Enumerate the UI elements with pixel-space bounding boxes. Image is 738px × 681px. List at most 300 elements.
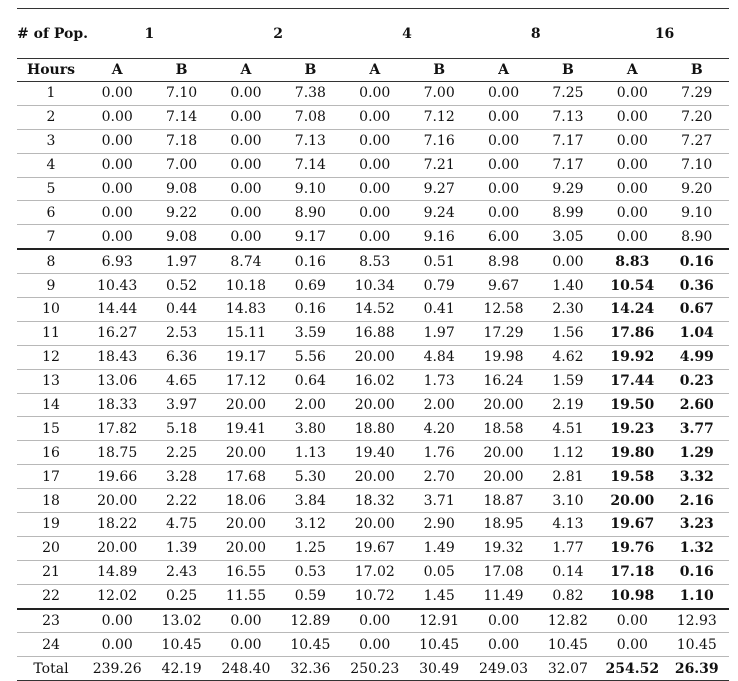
- hour-cell: 10: [17, 298, 85, 322]
- value-cell: 2.16: [665, 489, 729, 513]
- value-cell: 7.18: [149, 129, 213, 153]
- value-cell: 10.45: [407, 633, 471, 657]
- value-cell: 1.10: [665, 584, 729, 608]
- value-cell: 3.80: [278, 417, 342, 441]
- value-cell: 18.32: [343, 489, 407, 513]
- value-cell: 7.17: [536, 129, 600, 153]
- table-row: [17, 417, 729, 441]
- value-cell: 10.72: [343, 584, 407, 608]
- value-cell: 2.60: [665, 393, 729, 417]
- value-cell: 0.00: [471, 609, 535, 633]
- table-row: [17, 489, 729, 513]
- value-cell: 7.21: [407, 153, 471, 177]
- value-cell: 8.74: [214, 249, 278, 273]
- value-cell: 2.19: [536, 393, 600, 417]
- value-cell: 0.69: [278, 274, 342, 298]
- value-cell: 2.25: [149, 441, 213, 465]
- value-cell: 18.22: [85, 513, 149, 537]
- pop-header-16: 16: [654, 25, 675, 42]
- value-cell: 17.18: [600, 560, 664, 584]
- value-cell: 0.41: [407, 298, 471, 322]
- value-cell: 0.00: [471, 153, 535, 177]
- value-cell: 17.86: [600, 321, 664, 345]
- value-cell: 0.00: [85, 177, 149, 201]
- value-cell: 0.00: [471, 105, 535, 129]
- hour-cell: 4: [17, 153, 85, 177]
- value-cell: 250.23: [343, 657, 407, 681]
- value-cell: 16.24: [471, 369, 535, 393]
- value-cell: 10.45: [665, 633, 729, 657]
- value-cell: 15.11: [214, 321, 278, 345]
- hour-cell: 18: [17, 489, 85, 513]
- value-cell: 13.06: [85, 369, 149, 393]
- value-cell: 0.44: [149, 298, 213, 322]
- sub-header-a: A: [600, 59, 664, 82]
- value-cell: 2.00: [278, 393, 342, 417]
- value-cell: 9.10: [278, 177, 342, 201]
- value-cell: 17.12: [214, 369, 278, 393]
- value-cell: 12.93: [665, 609, 729, 633]
- value-cell: 20.00: [600, 489, 664, 513]
- value-cell: 32.36: [278, 657, 342, 681]
- value-cell: 18.75: [85, 441, 149, 465]
- value-cell: 9.16: [407, 225, 471, 249]
- hour-cell: 6: [17, 201, 85, 225]
- value-cell: 10.45: [278, 633, 342, 657]
- value-cell: 0.05: [407, 560, 471, 584]
- value-cell: 20.00: [343, 513, 407, 537]
- hour-cell: 7: [17, 225, 85, 249]
- value-cell: 8.90: [665, 225, 729, 249]
- value-cell: 0.00: [343, 609, 407, 633]
- value-cell: 18.87: [471, 489, 535, 513]
- value-cell: 0.00: [85, 82, 149, 106]
- value-cell: 19.23: [600, 417, 664, 441]
- value-cell: 7.38: [278, 82, 342, 106]
- value-cell: 8.99: [536, 201, 600, 225]
- value-cell: 0.00: [214, 609, 278, 633]
- value-cell: 0.64: [278, 369, 342, 393]
- value-cell: 19.41: [214, 417, 278, 441]
- value-cell: 0.00: [600, 153, 664, 177]
- table-row: [17, 225, 729, 249]
- value-cell: 20.00: [85, 489, 149, 513]
- table-row: [17, 249, 729, 273]
- value-cell: 0.00: [343, 105, 407, 129]
- value-cell: 17.02: [343, 560, 407, 584]
- value-cell: 10.54: [600, 274, 664, 298]
- value-cell: 254.52: [600, 657, 664, 681]
- value-cell: 0.00: [471, 201, 535, 225]
- table-row: [17, 298, 729, 322]
- table-row: [17, 513, 729, 537]
- table-body: [17, 82, 729, 681]
- value-cell: 0.25: [149, 584, 213, 608]
- value-cell: 3.05: [536, 225, 600, 249]
- value-cell: 249.03: [471, 657, 535, 681]
- value-cell: 0.00: [471, 82, 535, 106]
- value-cell: 9.67: [471, 274, 535, 298]
- table-row: [17, 321, 729, 345]
- value-cell: 2.53: [149, 321, 213, 345]
- value-cell: 11.55: [214, 584, 278, 608]
- value-cell: 1.77: [536, 536, 600, 560]
- value-cell: 6.00: [471, 225, 535, 249]
- table-row: [17, 82, 729, 106]
- value-cell: 19.67: [600, 513, 664, 537]
- value-cell: 0.16: [665, 560, 729, 584]
- table-row: [17, 536, 729, 560]
- value-cell: 0.59: [278, 584, 342, 608]
- value-cell: 0.00: [214, 177, 278, 201]
- value-cell: 19.92: [600, 345, 664, 369]
- value-cell: 7.14: [149, 105, 213, 129]
- value-cell: 18.06: [214, 489, 278, 513]
- value-cell: 10.98: [600, 584, 664, 608]
- value-cell: 12.82: [536, 609, 600, 633]
- value-cell: 0.00: [343, 129, 407, 153]
- value-cell: 7.10: [149, 82, 213, 106]
- hour-cell: 22: [17, 584, 85, 608]
- value-cell: 0.00: [536, 249, 600, 273]
- value-cell: 12.91: [407, 609, 471, 633]
- value-cell: 32.07: [536, 657, 600, 681]
- hour-cell: 8: [17, 249, 85, 273]
- sub-header-a: A: [343, 59, 407, 82]
- value-cell: 8.98: [471, 249, 535, 273]
- value-cell: 3.28: [149, 465, 213, 489]
- pop-count-label: [17, 9, 88, 59]
- value-cell: 20.00: [214, 441, 278, 465]
- value-cell: 0.00: [214, 225, 278, 249]
- table-row: [17, 393, 729, 417]
- value-cell: 0.00: [343, 82, 407, 106]
- hour-cell: 5: [17, 177, 85, 201]
- table-row: [17, 441, 729, 465]
- table-row: [17, 584, 729, 608]
- value-cell: 7.12: [407, 105, 471, 129]
- value-cell: 20.00: [214, 513, 278, 537]
- value-cell: 7.14: [278, 153, 342, 177]
- table-row: [17, 129, 729, 153]
- table-row: [17, 274, 729, 298]
- value-cell: 0.00: [85, 609, 149, 633]
- value-cell: 16.27: [85, 321, 149, 345]
- value-cell: 0.00: [600, 201, 664, 225]
- table-row: [17, 657, 729, 681]
- value-cell: 12.02: [85, 584, 149, 608]
- hour-cell: 9: [17, 274, 85, 298]
- pop-header-8: 8: [530, 25, 541, 42]
- value-cell: 0.00: [85, 225, 149, 249]
- value-cell: 0.00: [343, 225, 407, 249]
- value-cell: 11.49: [471, 584, 535, 608]
- value-cell: 17.08: [471, 560, 535, 584]
- value-cell: 0.53: [278, 560, 342, 584]
- sub-header-a: A: [214, 59, 278, 82]
- sub-header-b: B: [665, 59, 729, 82]
- value-cell: 19.50: [600, 393, 664, 417]
- sub-header-a: A: [85, 59, 149, 82]
- value-cell: 4.62: [536, 345, 600, 369]
- value-cell: 20.00: [343, 393, 407, 417]
- value-cell: 0.00: [214, 633, 278, 657]
- value-cell: 2.43: [149, 560, 213, 584]
- value-cell: 0.00: [85, 129, 149, 153]
- value-cell: 0.23: [665, 369, 729, 393]
- value-cell: 13.02: [149, 609, 213, 633]
- hour-cell: 3: [17, 129, 85, 153]
- value-cell: 7.29: [665, 82, 729, 106]
- value-cell: 0.00: [600, 82, 664, 106]
- value-cell: 1.25: [278, 536, 342, 560]
- value-cell: 1.49: [407, 536, 471, 560]
- sub-header-row: [17, 59, 729, 82]
- hour-cell: 15: [17, 417, 85, 441]
- value-cell: 0.00: [600, 225, 664, 249]
- value-cell: 17.68: [214, 465, 278, 489]
- value-cell: 1.40: [536, 274, 600, 298]
- value-cell: 0.00: [214, 201, 278, 225]
- population-header-row: [17, 9, 729, 59]
- value-cell: 1.32: [665, 536, 729, 560]
- value-cell: 239.26: [85, 657, 149, 681]
- value-cell: 0.00: [471, 633, 535, 657]
- value-cell: 0.52: [149, 274, 213, 298]
- value-cell: 0.00: [214, 105, 278, 129]
- value-cell: 0.00: [214, 82, 278, 106]
- value-cell: 10.45: [149, 633, 213, 657]
- value-cell: 26.39: [665, 657, 729, 681]
- value-cell: 7.13: [536, 105, 600, 129]
- hour-cell: 11: [17, 321, 85, 345]
- value-cell: 17.44: [600, 369, 664, 393]
- value-cell: 8.90: [278, 201, 342, 225]
- value-cell: 9.08: [149, 177, 213, 201]
- value-cell: 9.24: [407, 201, 471, 225]
- value-cell: 19.80: [600, 441, 664, 465]
- value-cell: 20.00: [343, 345, 407, 369]
- value-cell: 3.59: [278, 321, 342, 345]
- table-row: [17, 153, 729, 177]
- table-row: [17, 560, 729, 584]
- value-cell: 6.36: [149, 345, 213, 369]
- value-cell: 17.29: [471, 321, 535, 345]
- value-cell: 1.59: [536, 369, 600, 393]
- value-cell: 20.00: [214, 393, 278, 417]
- table-row: [17, 633, 729, 657]
- table-row: [17, 465, 729, 489]
- value-cell: 20.00: [343, 465, 407, 489]
- value-cell: 0.00: [85, 201, 149, 225]
- value-cell: 8.53: [343, 249, 407, 273]
- value-cell: 1.39: [149, 536, 213, 560]
- value-cell: 0.00: [600, 177, 664, 201]
- value-cell: 19.66: [85, 465, 149, 489]
- value-cell: 20.00: [471, 393, 535, 417]
- table-row: [17, 369, 729, 393]
- hour-cell: 12: [17, 345, 85, 369]
- value-cell: 7.10: [665, 153, 729, 177]
- value-cell: 6.93: [85, 249, 149, 273]
- value-cell: 14.44: [85, 298, 149, 322]
- value-cell: 3.32: [665, 465, 729, 489]
- value-cell: 17.82: [85, 417, 149, 441]
- value-cell: 2.70: [407, 465, 471, 489]
- value-cell: 16.88: [343, 321, 407, 345]
- value-cell: 0.36: [665, 274, 729, 298]
- population-hours-table: [17, 8, 729, 681]
- value-cell: 0.00: [600, 609, 664, 633]
- value-cell: 0.67: [665, 298, 729, 322]
- value-cell: 20.00: [471, 441, 535, 465]
- value-cell: 2.30: [536, 298, 600, 322]
- table-row: [17, 345, 729, 369]
- value-cell: 1.13: [278, 441, 342, 465]
- hour-cell: 13: [17, 369, 85, 393]
- pop-header-1: 1: [144, 25, 155, 42]
- value-cell: 7.08: [278, 105, 342, 129]
- value-cell: 12.89: [278, 609, 342, 633]
- value-cell: 4.75: [149, 513, 213, 537]
- hour-cell: 2: [17, 105, 85, 129]
- hours-header: Hours: [17, 59, 85, 82]
- value-cell: 0.00: [85, 105, 149, 129]
- value-cell: 8.83: [600, 249, 664, 273]
- value-cell: 1.73: [407, 369, 471, 393]
- hour-cell: 24: [17, 633, 85, 657]
- value-cell: 14.24: [600, 298, 664, 322]
- value-cell: 0.00: [85, 633, 149, 657]
- value-cell: 2.00: [407, 393, 471, 417]
- value-cell: 3.12: [278, 513, 342, 537]
- value-cell: 14.83: [214, 298, 278, 322]
- value-cell: 7.16: [407, 129, 471, 153]
- value-cell: 0.14: [536, 560, 600, 584]
- value-cell: 9.22: [149, 201, 213, 225]
- value-cell: 19.98: [471, 345, 535, 369]
- table-row: [17, 201, 729, 225]
- value-cell: 5.18: [149, 417, 213, 441]
- value-cell: 20.00: [471, 465, 535, 489]
- value-cell: 4.51: [536, 417, 600, 441]
- sub-header-b: B: [536, 59, 600, 82]
- value-cell: 7.17: [536, 153, 600, 177]
- value-cell: 9.29: [536, 177, 600, 201]
- value-cell: 3.77: [665, 417, 729, 441]
- value-cell: 5.56: [278, 345, 342, 369]
- value-cell: 1.76: [407, 441, 471, 465]
- value-cell: 3.71: [407, 489, 471, 513]
- sub-header-b: B: [149, 59, 213, 82]
- value-cell: 7.00: [407, 82, 471, 106]
- value-cell: 19.40: [343, 441, 407, 465]
- hour-cell: 1: [17, 82, 85, 106]
- value-cell: 1.97: [407, 321, 471, 345]
- value-cell: 0.79: [407, 274, 471, 298]
- value-cell: 5.30: [278, 465, 342, 489]
- hour-cell: 21: [17, 560, 85, 584]
- value-cell: 0.16: [278, 298, 342, 322]
- hour-cell: Total: [17, 657, 85, 681]
- value-cell: 2.22: [149, 489, 213, 513]
- value-cell: 0.00: [343, 177, 407, 201]
- value-cell: 4.13: [536, 513, 600, 537]
- value-cell: 7.13: [278, 129, 342, 153]
- value-cell: 9.08: [149, 225, 213, 249]
- value-cell: 2.81: [536, 465, 600, 489]
- value-cell: 7.25: [536, 82, 600, 106]
- hour-cell: 14: [17, 393, 85, 417]
- value-cell: 1.29: [665, 441, 729, 465]
- hour-cell: 16: [17, 441, 85, 465]
- value-cell: 1.04: [665, 321, 729, 345]
- value-cell: 3.23: [665, 513, 729, 537]
- value-cell: 16.55: [214, 560, 278, 584]
- value-cell: 3.84: [278, 489, 342, 513]
- value-cell: 0.00: [343, 633, 407, 657]
- value-cell: 9.17: [278, 225, 342, 249]
- hour-cell: 23: [17, 609, 85, 633]
- value-cell: 4.20: [407, 417, 471, 441]
- pop-header-4: 4: [402, 25, 412, 42]
- value-cell: 0.82: [536, 584, 600, 608]
- value-cell: 10.34: [343, 274, 407, 298]
- value-cell: 0.00: [85, 153, 149, 177]
- value-cell: 248.40: [214, 657, 278, 681]
- value-cell: 9.20: [665, 177, 729, 201]
- sub-header-a: A: [471, 59, 535, 82]
- value-cell: 12.58: [471, 298, 535, 322]
- hour-cell: 17: [17, 465, 85, 489]
- value-cell: 30.49: [407, 657, 471, 681]
- value-cell: 18.33: [85, 393, 149, 417]
- value-cell: 0.00: [600, 129, 664, 153]
- value-cell: 1.97: [149, 249, 213, 273]
- hour-cell: 20: [17, 536, 85, 560]
- sub-header-b: B: [407, 59, 471, 82]
- value-cell: 1.45: [407, 584, 471, 608]
- sub-header-b: B: [278, 59, 342, 82]
- value-cell: 42.19: [149, 657, 213, 681]
- value-cell: 7.20: [665, 105, 729, 129]
- pop-header-2: 2: [273, 25, 284, 42]
- value-cell: 0.00: [471, 129, 535, 153]
- value-cell: 1.12: [536, 441, 600, 465]
- value-cell: 4.99: [665, 345, 729, 369]
- value-cell: 14.52: [343, 298, 407, 322]
- value-cell: 0.00: [343, 201, 407, 225]
- table-row: [17, 177, 729, 201]
- hour-cell: 19: [17, 513, 85, 537]
- value-cell: 10.43: [85, 274, 149, 298]
- value-cell: 2.90: [407, 513, 471, 537]
- value-cell: 3.10: [536, 489, 600, 513]
- value-cell: 7.00: [149, 153, 213, 177]
- value-cell: 20.00: [85, 536, 149, 560]
- value-cell: 0.16: [278, 249, 342, 273]
- table-row: [17, 105, 729, 129]
- value-cell: 19.76: [600, 536, 664, 560]
- value-cell: 0.00: [214, 153, 278, 177]
- value-cell: 19.58: [600, 465, 664, 489]
- value-cell: 19.17: [214, 345, 278, 369]
- pop-count-label-text: # of Pop.: [17, 25, 88, 42]
- value-cell: 10.45: [536, 633, 600, 657]
- value-cell: 0.00: [471, 177, 535, 201]
- value-cell: 18.80: [343, 417, 407, 441]
- value-cell: 18.43: [85, 345, 149, 369]
